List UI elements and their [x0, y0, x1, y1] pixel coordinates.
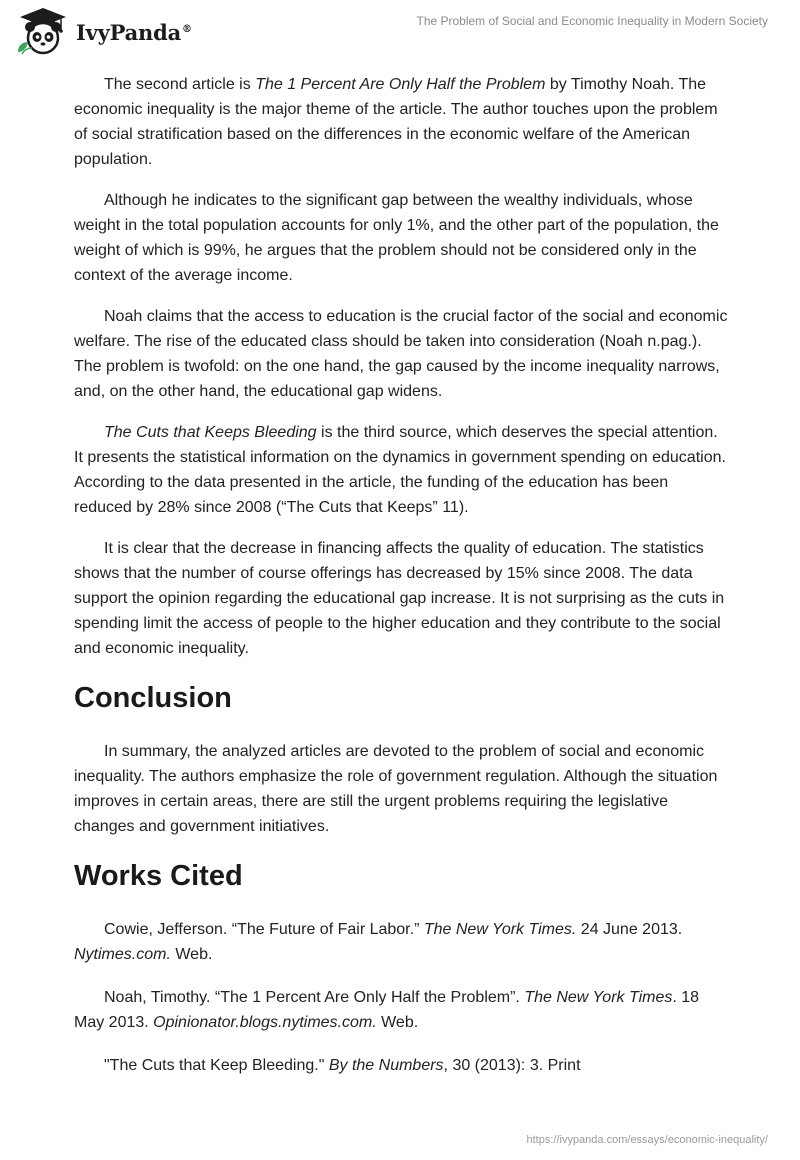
conclusion-paragraph: In summary, the analyzed articles are devoted to the problem of social and economic inequality. The authors emphasize the role of government regulation. Although the situation improves in certain areas, there are still the urgent problems requiring the legislative changes and government initiatives.	[74, 743, 718, 835]
citation-entry: "The Cuts that Keep Bleeding." By the Numbers, 30 (2013): 3. Print	[104, 1057, 581, 1074]
citation-entry: Cowie, Jefferson. “The Future of Fair Labor.” The New York Times. 24 June 2013. Nytimes.com. Web.	[74, 921, 683, 963]
paragraph-gap: Although he indicates to the significant gap between the wealthy individuals, whose weight in the total population accounts for only 1%, and the other part of the population, the weight of which is 99%, he argues that the problem should not be considered only in the context of the average income.	[74, 192, 719, 284]
source-url-link[interactable]: https://ivypanda.com/essays/economic-inequality/	[526, 1134, 768, 1146]
paragraph-third-source: The Cuts that Keeps Bleeding is the third source, which deserves the special attention. It presents the statistical information on the dynamics in government spending on education. According to the data presented in the article, the funding of the education has been reduced by 28% since 2008 (“The Cuts that Keeps” 11).	[74, 424, 726, 516]
conclusion-heading: Conclusion	[74, 682, 232, 714]
brand-name: IvyPanda®	[76, 19, 192, 45]
works-cited-heading: Works Cited	[74, 860, 243, 892]
citation-entry: Noah, Timothy. “The 1 Percent Are Only Half the Problem”. The New York Times. 18 May 2013. Opinionator.blogs.nytimes.com. Web.	[74, 989, 700, 1031]
ivypanda-logo[interactable]	[14, 6, 192, 56]
document-title: The Problem of Social and Economic Inequality in Modern Society	[416, 14, 768, 28]
essay-content	[74, 72, 728, 1096]
paragraph-education-access: Noah claims that the access to education is the crucial factor of the social and economic welfare. The rise of the educated class should be taken into consideration (Noah n.pag.). The problem is twofold: on the one hand, the gap caused by the income inequality narrows, and, on the other hand, the educational gap widens.	[74, 308, 728, 400]
panda-graduate-icon	[14, 6, 72, 56]
paragraph-second-article: The second article is The 1 Percent Are Only Half the Problem by Timothy Noah. The economic inequality is the major theme of the article. The author touches upon the problem of social stratification based on the differences in the economic welfare of the American population.	[74, 76, 718, 168]
page-header	[0, 0, 800, 60]
paragraph-financing: It is clear that the decrease in financing affects the quality of education. The statistics shows that the number of course offerings has decreased by 15% since 2008. The data support the opinion regarding the educational gap increase. It is not surprising as the cuts in spending limit the access of people to the higher education and they contribute to the social and economic inequality.	[74, 540, 725, 657]
